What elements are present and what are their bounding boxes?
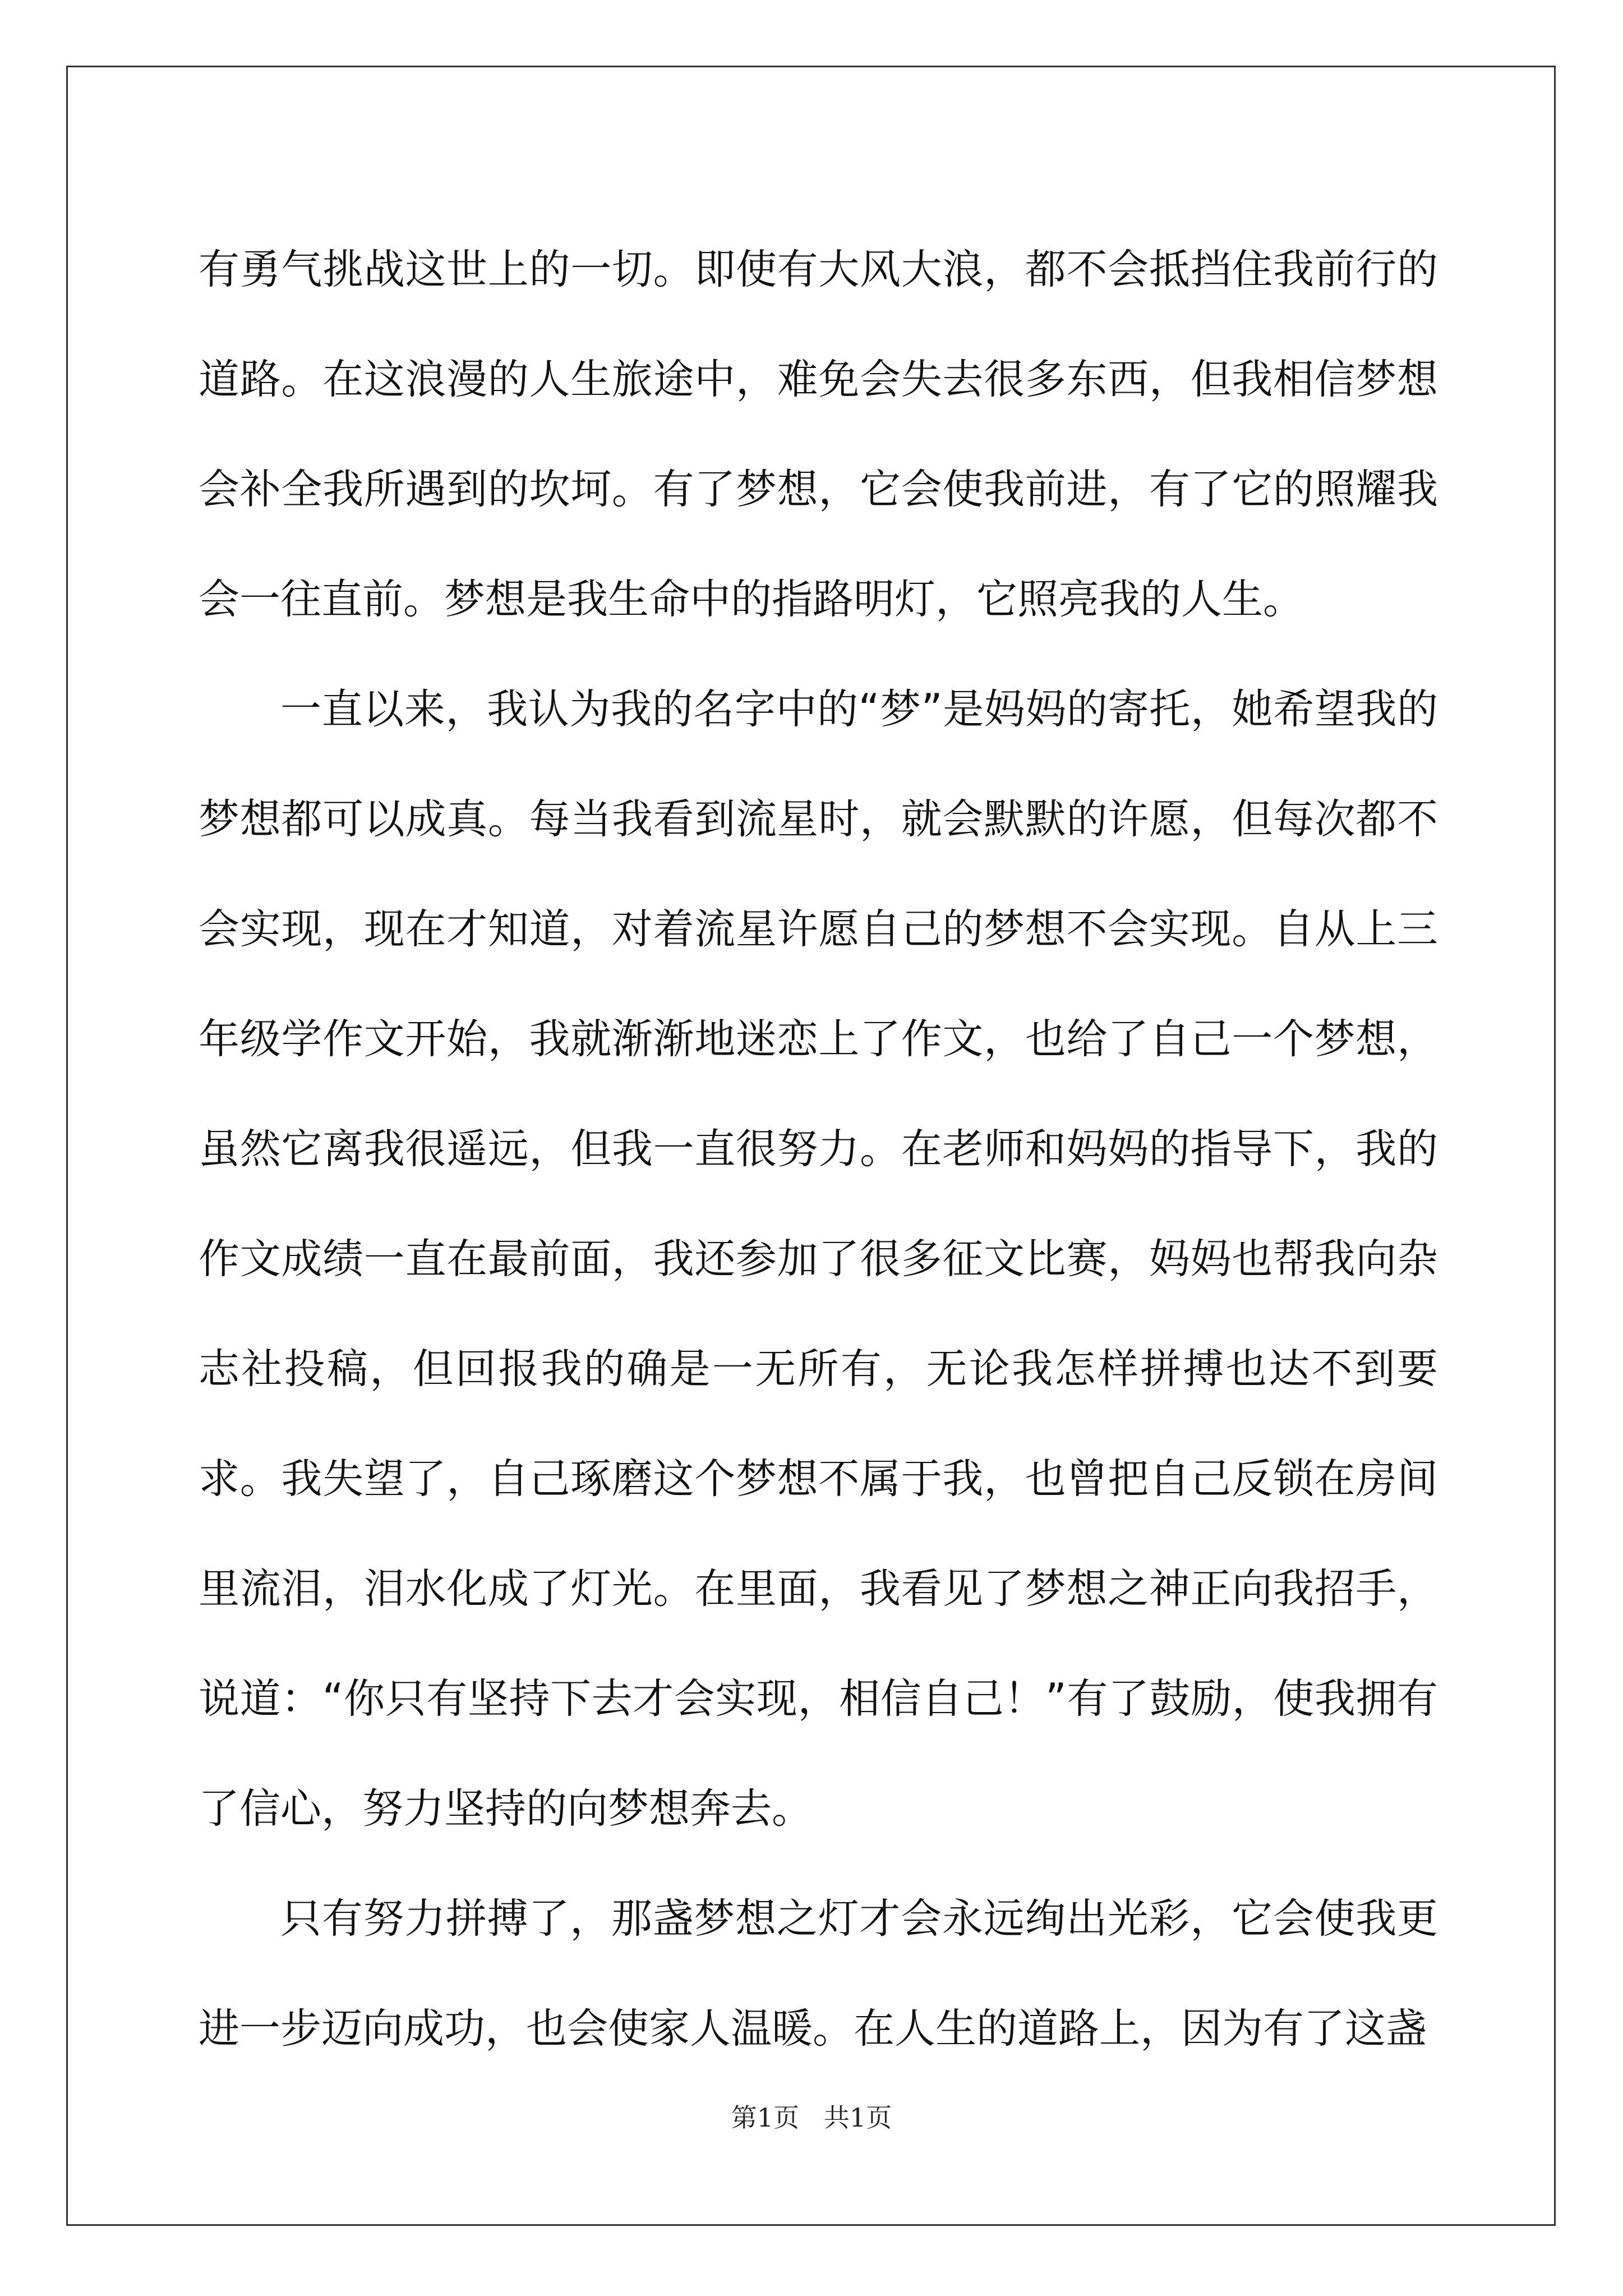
paragraph-1: 有勇气挑战这世上的一切。即使有大风大浪，都不会抵挡住我前行的道路。在这浪漫的人生旅途中，难免会失去很多东西，但我相信梦想会补全我所遇到的坎坷。有了梦想，它会使我前进，有了它的照耀我会一往直前。梦想是我生命中的指路明灯，它照亮我的人生。 <box>199 246 1438 623</box>
paragraph-2: 一直以来，我认为我的名字中的“梦”是妈妈的寄托，她希望我的梦想都可以成真。每当我看到流星时，就会默默的许愿，但每次都不会实现，现在才知道，对着流星许愿自己的梦想不会实现。自从上三年级学作文开始，我就渐渐地迷恋上了作文，也给了自己一个梦想，虽然它离我很遥远，但我一直很努力。在老师和妈妈的指导下，我的作文成绩一直在最前面，我还参加了很多征文比赛，妈妈也帮我向杂志社投稿，但回报我的确是一无所有，无论我怎样拼搏也达不到要求。我失望了，自己琢磨这个梦想不属于我，也曾把自己反锁在房间里流泪，泪水化成了灯光。在里面，我看见了梦想之神正向我招手，说道：“你只有坚持下去才会实现，相信自己！”有了鼓励，使我拥有了信心，努力坚持的向梦想奔去。 <box>199 685 1438 1833</box>
document-body <box>199 215 1438 2084</box>
page-number-footer: 第1页 共1页 <box>731 2102 892 2133</box>
paragraph-3: 只有努力拼搏了，那盏梦想之灯才会永远绚出光彩，它会使我更进一步迈向成功，也会使家人温暖。在人生的道路上，因为有了这盏 <box>199 1895 1438 2053</box>
